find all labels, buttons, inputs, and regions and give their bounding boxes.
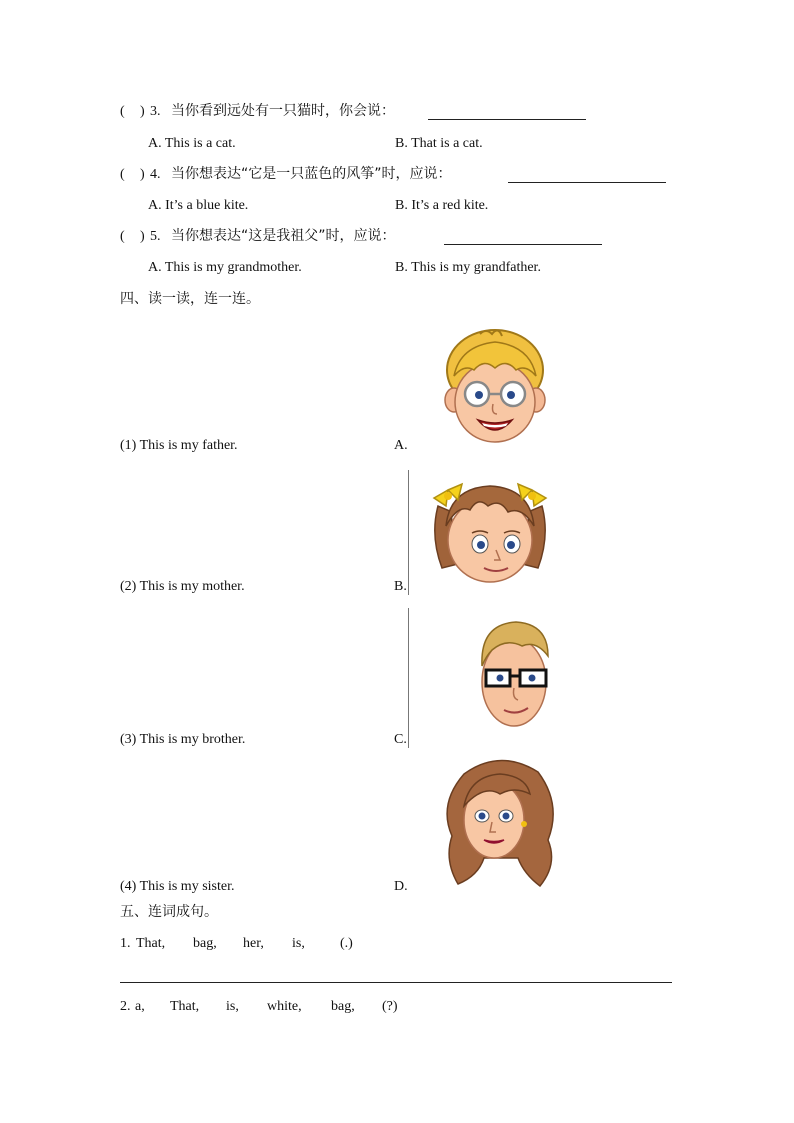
match-letter-c[interactable]: C. <box>394 732 407 747</box>
scrambled-word: bag, <box>193 936 217 951</box>
option-b[interactable]: B. It’s a red kite. <box>395 198 489 213</box>
match-letter-a[interactable]: A. <box>394 438 408 453</box>
question-number: 2. <box>120 999 131 1014</box>
match-sentence-2[interactable]: (2) This is my mother. <box>120 579 245 594</box>
answer-paren-close: ) <box>140 167 145 182</box>
scrambled-word: a, <box>135 999 145 1014</box>
match-sentence-3[interactable]: (3) This is my brother. <box>120 732 246 747</box>
option-a[interactable]: A. It’s a blue kite. <box>148 198 249 213</box>
scrambled-word: bag, <box>331 999 355 1014</box>
match-sentence-1[interactable]: (1) This is my father. <box>120 438 238 453</box>
match-letter-d[interactable]: D. <box>394 879 408 894</box>
match-sentence-4[interactable]: (4) This is my sister. <box>120 879 235 894</box>
answer-blank[interactable] <box>508 182 666 183</box>
woman-long-hair-face[interactable] <box>444 754 558 890</box>
boy-with-glasses-face[interactable] <box>440 328 550 446</box>
match-letter-b[interactable]: B. <box>394 579 407 594</box>
scrambled-word: white, <box>267 999 302 1014</box>
scrambled-word: (.) <box>340 936 353 951</box>
answer-paren-close: ) <box>140 229 145 244</box>
divider-line <box>408 608 409 748</box>
option-b[interactable]: B. That is a cat. <box>395 136 483 151</box>
answer-paren-open: ( <box>120 229 125 244</box>
question-stem: 当你看到远处有一只猫时，你会说： <box>171 103 395 119</box>
scrambled-word: That, <box>170 999 200 1014</box>
answer-paren-open: ( <box>120 167 125 182</box>
option-b[interactable]: B. This is my grandfather. <box>395 260 541 275</box>
scrambled-word: her, <box>243 936 264 951</box>
answer-paren-close: ) <box>140 104 145 119</box>
divider-line <box>408 470 409 595</box>
option-a[interactable]: A. This is my grandmother. <box>148 260 302 275</box>
scrambled-word: is, <box>226 999 239 1014</box>
answer-blank[interactable] <box>444 244 602 245</box>
answer-line[interactable] <box>120 982 672 983</box>
scrambled-word: is, <box>292 936 305 951</box>
question-number: 1. <box>120 936 131 951</box>
question-stem: 当你想表达“它是一只蓝色的风筝”时，应说： <box>171 166 452 182</box>
question-number: 5. <box>150 229 161 244</box>
question-stem: 当你想表达“这是我祖父”时，应说： <box>171 228 396 244</box>
girl-with-bows-face[interactable] <box>428 476 552 586</box>
answer-blank[interactable] <box>428 119 586 120</box>
scrambled-word: That, <box>136 936 166 951</box>
scrambled-word: (?) <box>382 999 398 1014</box>
section-4-title: 四、读一读，连一连。 <box>120 291 260 307</box>
question-number: 3. <box>150 104 161 119</box>
man-with-glasses-face[interactable] <box>476 616 552 732</box>
answer-paren-open: ( <box>120 104 125 119</box>
section-5-title: 五、连词成句。 <box>120 904 218 920</box>
question-number: 4. <box>150 167 161 182</box>
option-a[interactable]: A. This is a cat. <box>148 136 236 151</box>
